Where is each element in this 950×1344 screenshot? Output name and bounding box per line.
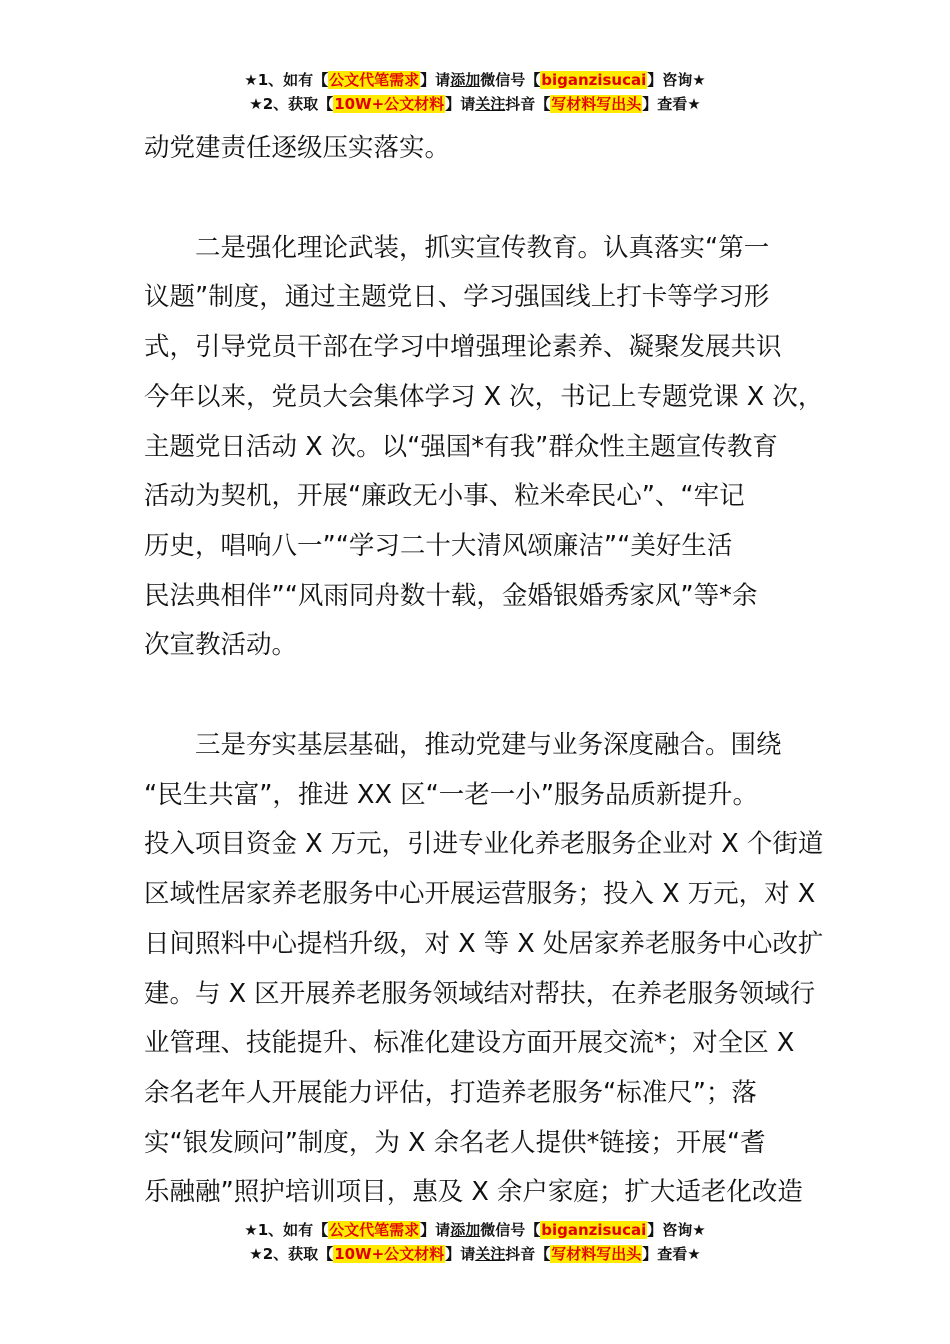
emphasis-follow: 关注: [475, 1245, 506, 1263]
highlight-materials: 10W+公文材料: [334, 1245, 445, 1263]
text-line: 今年以来，党员大会集体学习 X 次，书记上专题党课 X 次，: [144, 381, 824, 412]
text-line: 次宣教活动。: [144, 630, 298, 661]
paragraph-grassroots-foundation: [144, 721, 824, 1218]
highlight-materials: 10W+公文材料: [334, 95, 445, 113]
promo-text: 抖音【: [505, 1245, 551, 1263]
paragraph-spacer: [144, 174, 824, 224]
text-line: 建。与 X 区开展养老服务领域结对帮扶，在养老服务领域行: [144, 978, 816, 1009]
promo-text: 】请: [420, 1221, 451, 1239]
promo-text: 微信号【: [480, 1221, 541, 1239]
text-line: 式，引导党员干部在学习中增强理论素养、凝聚发展共识: [144, 332, 782, 363]
text-line: 民法典相伴”“风雨同舟数十载，金婚银婚秀家风”等*余: [144, 580, 758, 611]
promo-text: 】咨询★: [647, 71, 706, 89]
promo-text: 】请: [445, 95, 476, 113]
text-line: 投入项目资金 X 万元，引进专业化养老服务企业对 X 个街道: [144, 829, 824, 860]
text-line: 活动为契机，开展“廉政无小事、粒米牵民心”、“牢记: [144, 481, 745, 512]
text-line: 主题党日活动 X 次。以“强国*有我”群众性主题宣传教育: [144, 431, 778, 462]
highlight-wechat-id: biganzisucai: [541, 1221, 647, 1239]
promo-line-2: [0, 92, 950, 116]
promo-text: 】请: [445, 1245, 476, 1263]
promo-text: ★1、如有【: [244, 1221, 329, 1239]
top-promo-banner: [0, 68, 950, 116]
text-line: 余名老年人开展能力评估，打造养老服务“标准尺”；落: [144, 1077, 757, 1108]
emphasis-add: 添加: [450, 71, 481, 89]
highlight-wechat-id: biganzisucai: [541, 71, 647, 89]
promo-text: ★1、如有【: [244, 71, 329, 89]
paragraph-spacer: [144, 671, 824, 721]
document-body: [144, 124, 824, 1218]
highlight-douyin-account: 写材料写出头: [551, 1245, 642, 1263]
promo-text: 】查看★: [642, 95, 701, 113]
continuation-paragraph: [144, 124, 824, 174]
highlight-service: 公文代笔需求: [329, 1221, 420, 1239]
promo-line-2: [0, 1242, 950, 1266]
emphasis-add: 添加: [450, 1221, 481, 1239]
promo-text: 】请: [420, 71, 451, 89]
text-line: 乐融融”照护培训项目，惠及 X 余户家庭；扩大适老化改造: [144, 1177, 803, 1208]
emphasis-follow: 关注: [475, 95, 506, 113]
highlight-service: 公文代笔需求: [329, 71, 420, 89]
text-line: 三是夯实基层基础，推动党建与业务深度融合。围绕: [195, 730, 782, 761]
text-line: 区域性居家养老服务中心开展运营服务；投入 X 万元，对 X: [144, 879, 816, 910]
text-line: 业管理、技能提升、标准化建设方面开展交流*；对全区 X: [144, 1028, 795, 1059]
promo-line-1: [0, 68, 950, 92]
text-line: 二是强化理论武装，抓实宣传教育。认真落实“第一: [195, 232, 770, 263]
bottom-promo-banner: [0, 1218, 950, 1266]
text-line: 动党建责任逐级压实落实。: [144, 133, 451, 163]
text-line: 实“银发顾问”制度，为 X 余名老人提供*链接；开展“耆: [144, 1127, 766, 1158]
promo-text: 】查看★: [642, 1245, 701, 1263]
promo-line-1: [0, 1218, 950, 1242]
text-line: “民生共富”，推进 XX 区“一老一小”服务品质新提升。: [144, 779, 758, 810]
promo-text: ★2、获取【: [249, 95, 334, 113]
promo-text: ★2、获取【: [249, 1245, 334, 1263]
promo-text: 】咨询★: [647, 1221, 706, 1239]
text-line: 议题”制度，通过主题党日、学习强国线上打卡等学习形: [144, 282, 770, 313]
promo-text: 抖音【: [505, 95, 551, 113]
promo-text: 微信号【: [480, 71, 541, 89]
paragraph-theory-education: [144, 224, 824, 671]
text-line: 日间照料中心提档升级，对 X 等 X 处居家养老服务中心改扩: [144, 928, 824, 959]
highlight-douyin-account: 写材料写出头: [551, 95, 642, 113]
text-line: 历史，唱响八一”“学习二十大清风颂廉洁”“美好生活: [144, 530, 733, 561]
